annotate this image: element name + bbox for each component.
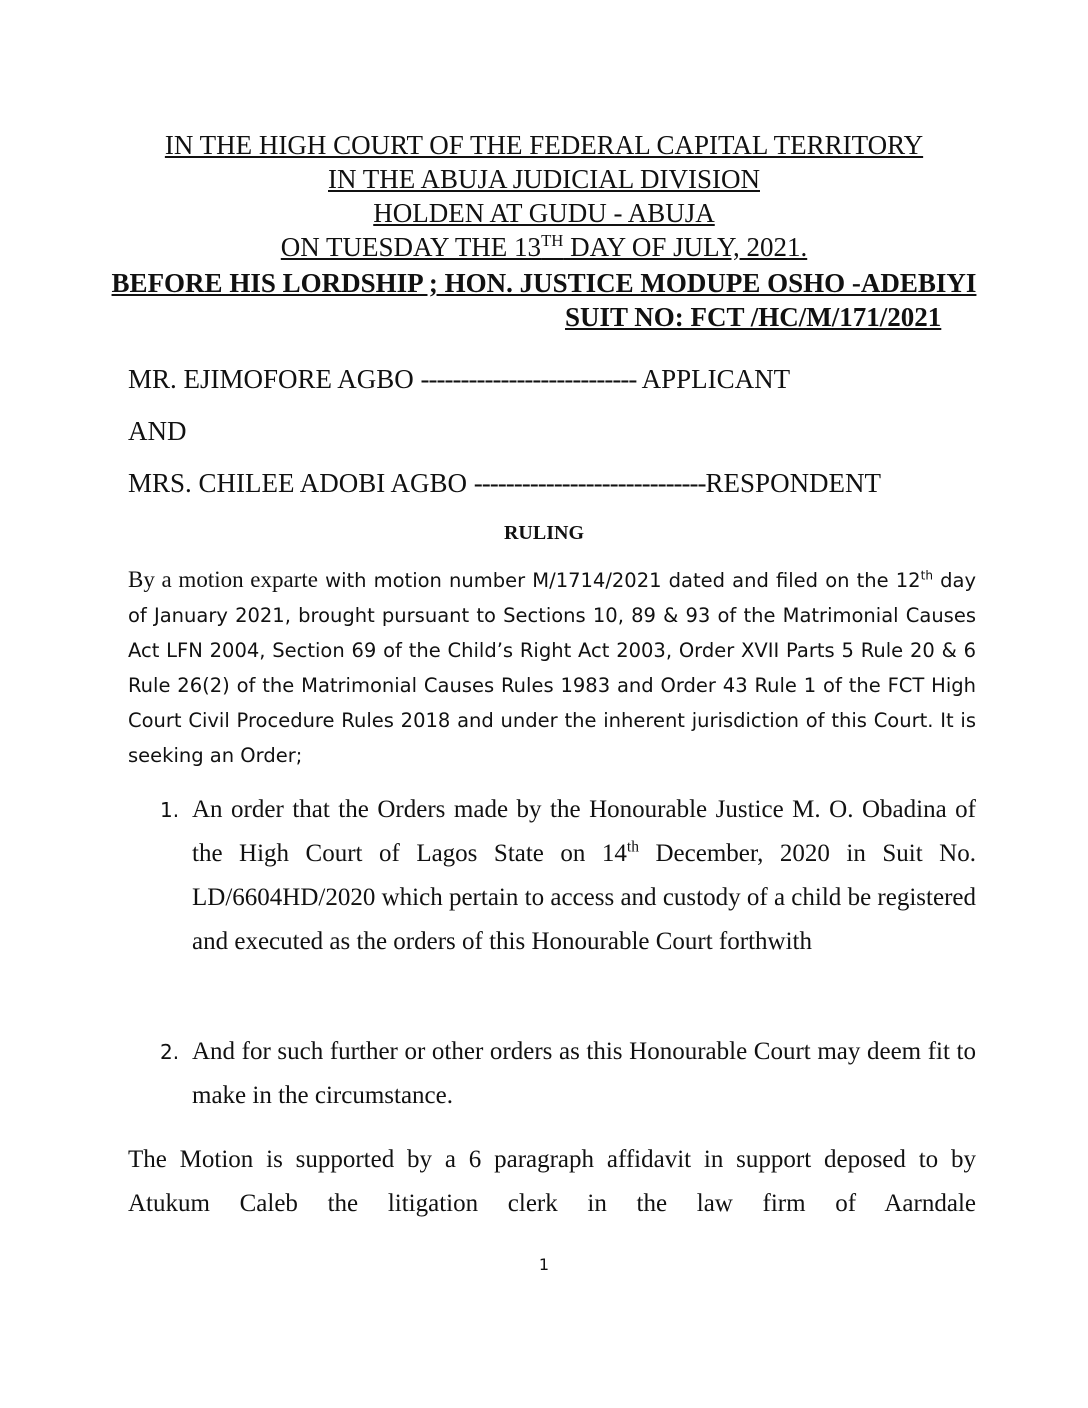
applicant-dashes: ---------------------------: [420, 364, 637, 394]
order-text: [192, 788, 976, 964]
affidavit-paragraph: [128, 1138, 976, 1226]
motion-paragraph-lead: By a motion exparte: [128, 567, 318, 592]
order-text-post: December, 2020 in Suit No. LD/6604HD/2020 which pertain to access and custody of a child be registered and executed as the orders of this Honourable Court forthwith: [192, 840, 976, 955]
page-number: [0, 1255, 1088, 1274]
order-number: 2.: [160, 1040, 180, 1064]
hearing-date-sup: TH: [541, 231, 564, 250]
hearing-date: [0, 232, 1088, 262]
applicant-role: APPLICANT: [636, 364, 791, 394]
order-text-body: And for such further or other orders as this Honourable Court may deem fit to make in the circumstance.: [192, 1038, 976, 1109]
and-text: AND: [128, 416, 187, 446]
affidavit-paragraph-text: The Motion is supported by a 6 paragraph affidavit in support deposed to by Atukum Caleb the litigation clerk in the law firm of Aarndale: [128, 1146, 976, 1217]
motion-paragraph-sup: th: [920, 568, 933, 583]
and-separator: [128, 416, 187, 446]
order-item-1: [128, 788, 976, 964]
applicant-line: [128, 364, 790, 394]
suit-number-text: SUIT NO: FCT /HC/M/171/2021: [565, 302, 942, 332]
order-text: [192, 1030, 976, 1118]
hearing-date-post: DAY OF JULY, 2021.: [563, 232, 808, 262]
motion-paragraph-part2: day of January 2021, brought pursuant to Sections 10, 89 & 93 of the Matrimonial Causes Act LFN 2004, Section 69 of the Child’s Right Act 2003, Order XVII Parts 5 Rule 20 & 6 Rule 26(2) of the Matrimonial Causes Rules 1983 and Order 43 Rule 1 of the FCT High Court Civil Procedure Rules 2018 and under the inherent jurisdiction of this Court. It is seeking an Order;: [128, 569, 976, 767]
respondent-line: [128, 468, 881, 498]
hearing-date-pre: ON TUESDAY THE 13: [280, 232, 542, 262]
presiding-judge-text: BEFORE HIS LORDSHIP ; HON. JUSTICE MODUPE OSHO -ADEBIYI: [111, 268, 977, 298]
respondent-role: RESPONDENT: [705, 468, 882, 498]
ruling-heading-text: RULING: [503, 522, 584, 544]
ruling-heading: [0, 522, 1088, 545]
order-item-2: [128, 1030, 976, 1118]
page-number-text: 1: [538, 1255, 550, 1274]
court-title-text: IN THE HIGH COURT OF THE FEDERAL CAPITAL TERRITORY: [164, 130, 924, 160]
court-title: [0, 130, 1088, 160]
motion-paragraph: [128, 562, 976, 773]
respondent-dashes: -----------------------------: [473, 468, 706, 498]
court-location-text: HOLDEN AT GUDU - ABUJA: [373, 198, 715, 228]
order-text-sup: th: [626, 838, 639, 856]
applicant-name: MR. EJIMOFORE AGBO: [128, 364, 414, 394]
presiding-judge: [0, 268, 1088, 298]
order-number: 1.: [160, 798, 180, 822]
respondent-name: MRS. CHILEE ADOBI AGBO: [128, 468, 468, 498]
motion-paragraph-part1: with motion number M/1714/2021 dated and filed on the 12: [317, 569, 921, 592]
judicial-division-text: IN THE ABUJA JUDICIAL DIVISION: [328, 164, 760, 194]
order-text-pre: An order that the Orders made by the Honourable Justice M. O. Obadina of the High Court of Lagos State on 14: [192, 796, 976, 867]
court-location: [0, 198, 1088, 228]
suit-number: [565, 302, 941, 332]
judicial-division: [0, 164, 1088, 194]
